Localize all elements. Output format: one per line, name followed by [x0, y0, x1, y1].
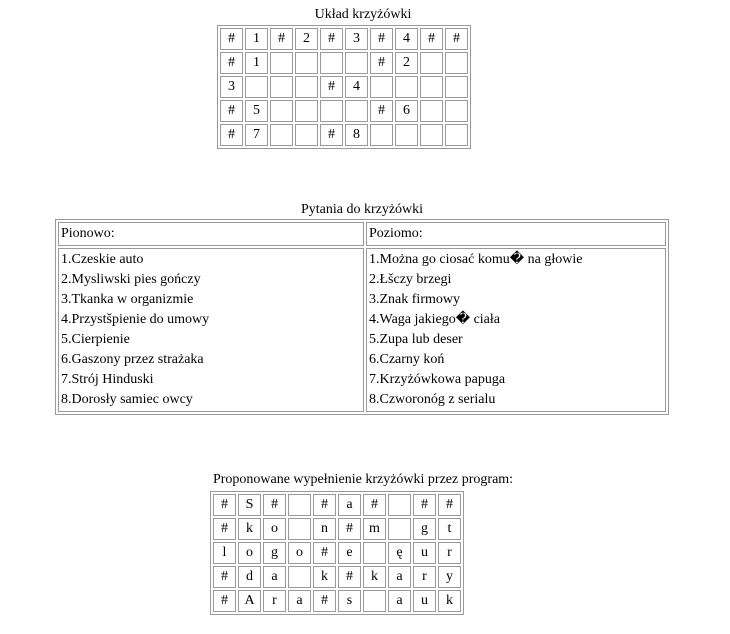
layout-row [220, 52, 468, 74]
horizontal-question: 2.Łšczy brzegi [369, 272, 452, 287]
solution-cell: l [213, 542, 236, 564]
layout-cell [295, 100, 318, 122]
layout-cell [445, 100, 468, 122]
solution-cell: o [288, 542, 311, 564]
horizontal-question: 1.Można go ciosać komu� na głowie [369, 252, 583, 267]
solution-cell: # [338, 518, 361, 540]
questions-table [55, 219, 669, 415]
solution-row [213, 590, 461, 612]
layout-cell: # [270, 28, 293, 50]
layout-cell [395, 76, 418, 98]
vertical-question: 4.Przystšpienie do umowy [61, 312, 210, 327]
layout-cell: 3 [345, 28, 368, 50]
layout-cell: # [220, 100, 243, 122]
solution-cell: r [438, 542, 461, 564]
layout-cell: 3 [220, 76, 243, 98]
layout-cell [270, 76, 293, 98]
layout-cell [345, 52, 368, 74]
solution-cell: k [363, 566, 386, 588]
solution-cell [288, 494, 311, 516]
solution-cell: S [238, 494, 261, 516]
layout-cell [370, 124, 393, 146]
solution-cell: g [263, 542, 286, 564]
solution-cell: a [263, 566, 286, 588]
horizontal-question: 8.Czworonóg z serialu [369, 392, 496, 407]
questions-body-row [58, 248, 666, 412]
solution-cell: # [213, 494, 236, 516]
solution-cell: # [313, 590, 336, 612]
solution-cell: # [313, 542, 336, 564]
layout-cell: 8 [345, 124, 368, 146]
layout-cell: # [445, 28, 468, 50]
layout-cell: 5 [245, 100, 268, 122]
layout-cell: 1 [245, 52, 268, 74]
layout-cell [320, 100, 343, 122]
solution-cell: g [413, 518, 436, 540]
solution-cell [363, 542, 386, 564]
layout-cell: # [320, 76, 343, 98]
solution-cell [288, 518, 311, 540]
layout-cell [445, 124, 468, 146]
solution-cell [288, 566, 311, 588]
horizontal-question: 7.Krzyżówkowa papuga [369, 372, 506, 387]
vertical-question: 3.Tkanka w organizmie [61, 292, 194, 307]
solution-row [213, 542, 461, 564]
solution-cell: k [438, 590, 461, 612]
layout-cell [295, 76, 318, 98]
vertical-question: 8.Dorosły samiec owcy [61, 392, 193, 407]
questions-header-row [58, 222, 666, 246]
vertical-questions [58, 248, 364, 412]
crossword-solution-body [213, 494, 461, 612]
questions-caption: Pytania do krzyżówki [300, 202, 424, 217]
solution-cell: k [313, 566, 336, 588]
layout-cell [420, 52, 443, 74]
crossword-layout-grid [217, 25, 471, 149]
solution-cell: t [438, 518, 461, 540]
solution-cell: o [263, 518, 286, 540]
horizontal-question: 4.Waga jakiego� ciała [369, 312, 501, 327]
solution-cell [363, 590, 386, 612]
solution-cell: k [238, 518, 261, 540]
layout-cell [270, 100, 293, 122]
layout-cell: # [220, 28, 243, 50]
layout-cell [420, 76, 443, 98]
solution-row [213, 518, 461, 540]
layout-cell [295, 124, 318, 146]
layout-cell: 2 [395, 52, 418, 74]
solution-cell: # [263, 494, 286, 516]
vertical-header: Pionowo: [58, 222, 364, 246]
layout-cell: 4 [395, 28, 418, 50]
crossword-layout-body [220, 28, 468, 146]
solution-cell: # [213, 590, 236, 612]
layout-cell [270, 52, 293, 74]
layout-cell [420, 124, 443, 146]
solution-cell: a [288, 590, 311, 612]
layout-row [220, 100, 468, 122]
solution-cell: r [413, 566, 436, 588]
layout-cell [445, 76, 468, 98]
solution-cell: # [413, 494, 436, 516]
solution-cell: m [363, 518, 386, 540]
solution-cell: # [213, 518, 236, 540]
solution-cell: a [388, 590, 411, 612]
vertical-question: 2.Mysliwski pies gończy [61, 272, 201, 287]
layout-cell: # [420, 28, 443, 50]
horizontal-questions [366, 248, 666, 412]
horizontal-header: Poziomo: [366, 222, 666, 246]
solution-cell: e [338, 542, 361, 564]
layout-cell [345, 100, 368, 122]
horizontal-question: 5.Zupa lub deser [369, 332, 463, 347]
solution-cell: # [213, 566, 236, 588]
layout-cell: # [370, 28, 393, 50]
layout-row [220, 124, 468, 146]
solution-row [213, 494, 461, 516]
layout-cell: # [370, 52, 393, 74]
solution-cell: u [413, 590, 436, 612]
layout-cell [270, 124, 293, 146]
solution-caption: Proponowane wypełnienie krzyżówki przez program: [212, 472, 514, 487]
vertical-question: 7.Strój Hinduski [61, 372, 154, 387]
layout-cell [370, 76, 393, 98]
solution-cell [388, 494, 411, 516]
vertical-question: 5.Cierpienie [61, 332, 130, 347]
layout-cell: # [370, 100, 393, 122]
vertical-question: 1.Czeskie auto [61, 252, 144, 267]
solution-row [213, 566, 461, 588]
horizontal-question: 3.Znak firmowy [369, 292, 460, 307]
layout-cell: # [220, 52, 243, 74]
solution-cell: d [238, 566, 261, 588]
layout-cell: 4 [345, 76, 368, 98]
solution-cell: # [438, 494, 461, 516]
layout-cell [320, 52, 343, 74]
solution-cell [388, 518, 411, 540]
solution-cell: a [338, 494, 361, 516]
layout-cell: # [220, 124, 243, 146]
solution-cell: A [238, 590, 261, 612]
crossword-solution-grid [210, 491, 464, 615]
layout-cell: 6 [395, 100, 418, 122]
layout-cell: 2 [295, 28, 318, 50]
layout-cell: # [320, 124, 343, 146]
layout-cell [395, 124, 418, 146]
layout-cell [420, 100, 443, 122]
solution-cell: a [388, 566, 411, 588]
layout-cell [245, 76, 268, 98]
horizontal-question: 6.Czarny koń [369, 352, 445, 367]
layout-cell: 7 [245, 124, 268, 146]
solution-cell: # [338, 566, 361, 588]
solution-cell: # [363, 494, 386, 516]
layout-cell: # [320, 28, 343, 50]
layout-cell [445, 52, 468, 74]
vertical-question: 6.Gaszony przez strażaka [61, 352, 204, 367]
layout-row [220, 28, 468, 50]
layout-row [220, 76, 468, 98]
solution-cell: n [313, 518, 336, 540]
solution-cell: r [263, 590, 286, 612]
solution-cell: s [338, 590, 361, 612]
solution-cell: # [313, 494, 336, 516]
solution-cell: u [413, 542, 436, 564]
layout-cell [295, 52, 318, 74]
solution-cell: o [238, 542, 261, 564]
solution-cell: y [438, 566, 461, 588]
layout-caption: Układ krzyżówki [314, 7, 412, 22]
layout-cell: 1 [245, 28, 268, 50]
solution-cell: ę [388, 542, 411, 564]
